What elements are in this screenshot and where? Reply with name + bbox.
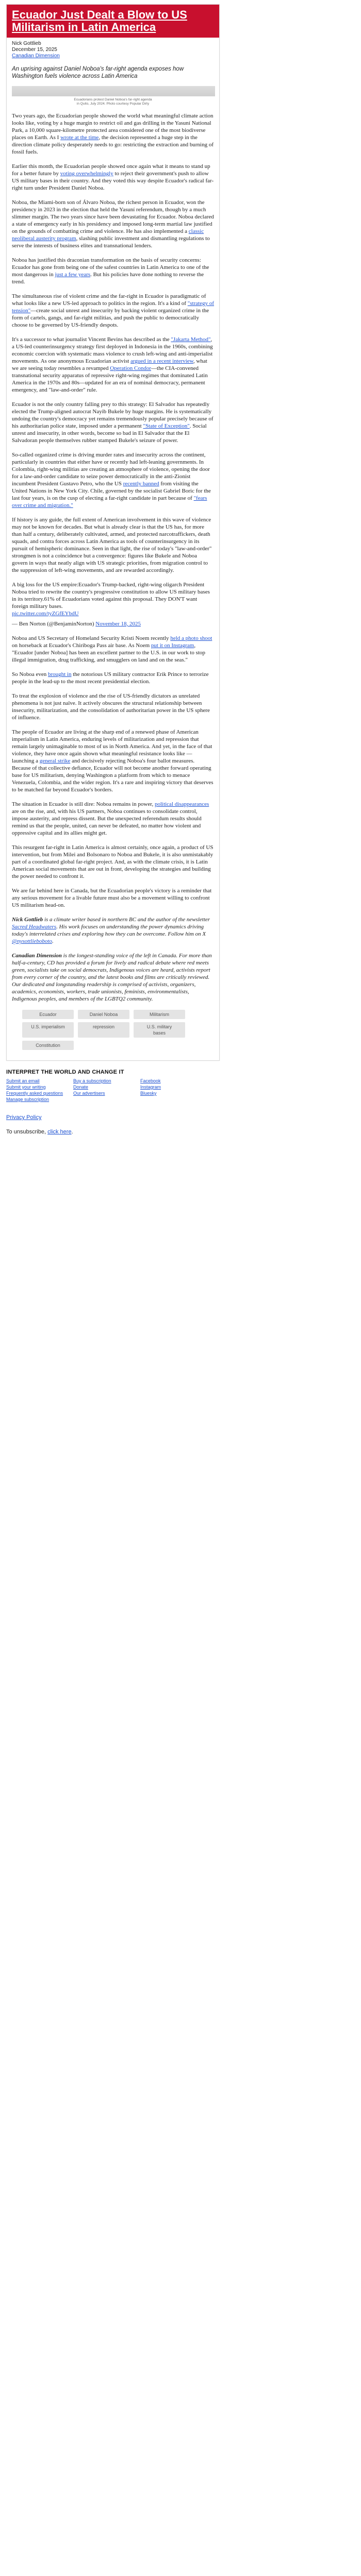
tweet-date-link[interactable]: November 18, 2025 xyxy=(95,621,141,627)
tweet-text: A big loss for the US empire:Ecuador's Trump-backed, right-wing oligarch President Noboa tried to rewrite the country's progressive constitution to allow US military bases in its territory.61% of Ecuadorians voted against this proposal. They DON'T want foreign military bases. xyxy=(12,582,210,609)
inline-link[interactable]: classic neoliberal austerity program xyxy=(12,228,204,242)
paragraph: Noboa has justified this draconian transformation on the basis of security concerns: Ecuador has gone from being one of the safest countries in Latin America to one of the most dangerous in just a few years. But his policies have done nothing to reverse the trend. xyxy=(12,257,209,285)
bio-author-name: Nick Gottlieb xyxy=(12,917,43,923)
footer-link-instagram[interactable]: Instagram xyxy=(140,1084,161,1090)
caption-line-2: in Quito, July 2024. Photo courtesy Popular Dirty xyxy=(76,102,150,106)
paragraph: The simultaneous rise of violent crime and the far-right in Ecuador is paradigmatic of what looks like a new US-led approach to politics in the region. It's a kind of "strategy of tension"—create social unrest and insecurity by backing violent organized crime in the form of cartels, gangs, and far-right militias, and push the public to democratically choose to be governed by US-friendly despots. xyxy=(12,293,215,328)
inline-link[interactable]: political disappearances xyxy=(154,801,209,807)
footer-link-faq[interactable]: Frequently asked questions xyxy=(6,1091,63,1096)
inline-link[interactable]: "State of Exception" xyxy=(143,423,190,429)
footer-link-submit-writing[interactable]: Submit your writing xyxy=(6,1084,46,1090)
article-photo xyxy=(12,86,215,96)
headline[interactable] xyxy=(12,9,214,33)
footer-link-bluesky[interactable]: Bluesky xyxy=(140,1091,157,1096)
publication-bio: Canadian Dimension is the longest-standing voice of the left in Canada. For more than half-a-century, CD has provided a forum for lively and radical debate where red meets green, socialists take on social democrats, Indigenous voices are heard, activists report from every corner of the country, and the latest books and films are critically reviewed. Our dedicated and longstanding readership is comprised of activists, organizers, academics, economists, workers, trade unionists, feminists, environmentalists, Indigenous peoples, and members of the LGBTQ2 community. xyxy=(12,953,212,1002)
paragraph: To treat the explosion of violence and the rise of US-friendly dictators as unrelated phenomena is not just naïve. It actively obscures the structural relationship between insecurity, militarization, and the consolidation of authoritarian power in the US sphere of influence. xyxy=(12,693,210,721)
inline-link[interactable]: held a photo shoot xyxy=(170,635,212,641)
paragraph: Two years ago, the Ecuadorian people showed the world what meaningful climate action looks like, voting by a huge margin to restrict oil and gas drilling in the Yasuní National Park, a 10,000 square-kilometre protected area considered one of the most biodiverse places on Earth. As I wrote at the time, the decision represented a huge step in the direction climate policy desperately needs to go: restricting the extraction and burning of fossil fuels. xyxy=(12,113,214,155)
article-body xyxy=(7,107,219,1003)
inline-link[interactable]: recently banned xyxy=(123,481,159,487)
paragraph: So Noboa even brought in the notorious US military contractor Erik Prince to terrorize people in the lead-up to the most recent presidential election. xyxy=(12,671,209,685)
inline-link[interactable]: argued in a recent interview xyxy=(130,358,193,364)
paragraph: Earlier this month, the Ecuadorian people showed once again what it means to stand up for a better future by voting overwhelmingly to reject their government's push to allow US military bases in their country. And they voted this way despite Ecuador's radical far-right turn under President Daniel Noboa. xyxy=(12,163,214,191)
tweet-signature: — Ben Norton (@BenjaminNorton) xyxy=(12,621,96,627)
tag[interactable]: U.S. imperialism xyxy=(22,1022,74,1038)
footer-link-facebook[interactable]: Facebook xyxy=(140,1078,161,1083)
inline-link[interactable]: just a few years xyxy=(55,272,91,278)
bio-publication-name: Canadian Dimension xyxy=(12,953,62,959)
paragraph: Ecuador is not the only country falling prey to this strategy: El Salvador has repeatedly elected the Trump-aligned autocrat Nayib Bukele by huge margins. He is systematically undoing the country's democracy yet remains tremendously popular precisely because of his authoritarian police state, imposed under a permanent "State of Exception". Social unrest and insecurity, in other words, become so bad in El Salvador that the El Salvadoran people themselves rubber stamped Bukele's seizure of power. xyxy=(12,401,214,444)
paragraph: Noboa, the Miami-born son of Álvaro Noboa, the richest person in Ecuador, won the presidency in 2023 in the election that held the Yasuní referendum, though by a much slimmer margin. The two years since have been devastating for Ecuador. Noboa declared a state of emergency early in his presidency and imposed long-term martial law justified on the grounds of combatting crime and violence. He has also implemented a classic neoliberal austerity program, slashing public investment and dismantling regulations to serve the interests of business elites and transnational lenders. xyxy=(12,199,214,249)
caption-line-1: Ecuadorians protest Daniel Noboa's far-right agenda xyxy=(74,98,152,101)
legal-block xyxy=(6,1114,358,1136)
paragraph: The situation in Ecuador is still dire: Noboa remains in power, political disappearances are on the rise, and, with his US partners, Noboa continues to consolidate control, impose austerity, and repress dissent. But the unexpected referendum results should remind us that the people, united, can never be defeated, no matter how violent and oppressive capital and its allies might get. xyxy=(12,801,209,836)
inline-link[interactable]: voting overwhelmingly xyxy=(60,171,113,177)
tag[interactable]: repression xyxy=(78,1022,129,1038)
inline-link[interactable]: general strike xyxy=(39,758,71,764)
author-name: Nick Gottlieb xyxy=(12,41,41,46)
tag[interactable]: Daniel Noboa xyxy=(78,1010,129,1019)
footer-link-donate[interactable]: Donate xyxy=(73,1084,89,1090)
inline-link[interactable]: "strategy of tension" xyxy=(12,300,215,314)
headline-line2[interactable]: Militarism in Latin America xyxy=(12,21,156,33)
header-bar xyxy=(7,5,219,38)
inline-link[interactable]: wrote at the time xyxy=(60,134,99,141)
embedded-tweet xyxy=(12,581,214,628)
tag[interactable]: Constitution xyxy=(22,1041,74,1050)
tag[interactable]: Ecuador xyxy=(22,1010,74,1019)
newsletter-footer xyxy=(6,1069,220,1103)
article-dek: An uprising against Daniel Noboa's far-right agenda exposes how Washington fuels violence across Latin America xyxy=(12,66,184,79)
email-container xyxy=(0,0,361,1152)
paragraph: So-called organized crime is driving murder rates and insecurity across the continent, particularly in countries that either have or recently had left-leaning governments. In Colombia, right-wing militias are creating an atmosphere of violence, opening the door for a law-and-order candidate to seize power democratically in the anti-Zionist incumbent President Gustavo Petro, who the US recently banned from visiting the United Nations in New York City. Chile, governed by the socialist Gabriel Boric for the last four years, is on the cusp of electing a far-right candidate in part because of "fears over crime and migration." xyxy=(12,452,211,509)
unsubscribe-link[interactable]: click here xyxy=(47,1129,72,1135)
tag[interactable]: U.S. military bases xyxy=(134,1022,185,1038)
publish-date: December 15, 2025 xyxy=(12,47,57,53)
inline-link[interactable]: brought in xyxy=(47,671,72,677)
author-social-link[interactable]: @nysottlieboboto xyxy=(12,938,52,944)
inline-link[interactable]: put it on Instagram xyxy=(151,642,194,649)
footer-link-advertisers[interactable]: Our advertisers xyxy=(73,1091,105,1096)
footer-links xyxy=(6,1078,220,1103)
paragraph: The people of Ecuador are living at the sharp end of a renewed phase of American imperialism in Latin America, enduring levels of militarization and repression that remain largely unimaginable to most of us in North America. And yet, in the face of that violence, they have once again shown what meaningful resistance looks like —launching a general strike and decisively rejecting Noboa's four ballot measures. Because of that collective defiance, Ecuador will not become another forward operating base for US militarism, denying Washington a platform from which to menace Venezuela, Colombia, and the wider region. It's a rare and inspiring victory that deserves to be matched far beyond Ecuador's borders. xyxy=(12,729,214,793)
paragraph: If history is any guide, the full extent of American involvement in this wave of violence may not be known for decades. But what is already clear is that the US has, for more than half a century, deliberately cultivated, armed, and protected narcotraffickers, death squads, and contra forces across Latin America as tools of counterinsurgency in its pursuit of hemispheric dominance. Seen in that light, the rise of today's "law-and-order" strongmen is not a coincidence but a convergence: figures like Bukele and Noboa govern in ways that neatly align with US strategic priorities, from migration control to the suppression of left-wing movements, and are rewarded accordingly. xyxy=(12,517,212,573)
footer-link-manage-subscription[interactable]: Manage subscription xyxy=(6,1097,50,1102)
article-card xyxy=(6,4,220,1061)
photo-block xyxy=(12,86,214,106)
footer-link-submit-email[interactable]: Submit an email xyxy=(6,1078,40,1083)
publication-link[interactable]: Canadian Dimension xyxy=(12,53,60,59)
newsletter-link[interactable]: Sacred Headwaters xyxy=(12,924,57,930)
inline-link[interactable]: Operation Condor xyxy=(110,365,152,371)
headline-line1[interactable]: Ecuador Just Dealt a Blow to US xyxy=(12,8,187,21)
tweet-media-link[interactable]: pic.twitter.com/tyZGfEYbdU xyxy=(12,611,79,617)
paragraph: We are far behind here in Canada, but the Ecuadorian people's victory is a reminder that any serious movement for a livable future must also be a movement willing to confront US militarism head-on. xyxy=(12,888,212,908)
inline-link[interactable]: "fears over crime and migration." xyxy=(12,495,207,509)
inline-link[interactable]: "Jakarta Method" xyxy=(171,336,211,343)
tag-list xyxy=(7,1010,192,1050)
paragraph: This resurgent far-right in Latin America is almost certainly, once again, a product of US intervention, but from Milei and Bolsonaro to Noboa and Bukele, it is also unmistakably part of a coordinated global far-right project. And, as with the climate crisis, it is Latin American social movements that are out in front, developing the strategies and building the power needed to confront it. xyxy=(12,844,214,879)
footer-heading: INTERPRET THE WORLD AND CHANGE IT xyxy=(6,1069,124,1075)
footer-link-subscription[interactable]: Buy a subscription xyxy=(73,1078,111,1083)
privacy-policy-link[interactable]: Privacy Policy xyxy=(6,1114,42,1121)
byline xyxy=(7,38,219,59)
paragraph: Noboa and US Secretary of Homeland Security Kristi Noem recently held a photo shoot on horseback at Ecuador's Chiriboga Pass air base. As Noem put it on Instagram, "Ecuador [under Noboa] has been an excellent partner to the U.S. in our work to stop illegal immigration, drug trafficking, and smugglers on land and on the seas." xyxy=(12,635,212,663)
photo-caption xyxy=(12,98,214,106)
paragraph: It's a successor to what journalist Vincent Bevins has described as the "Jakarta Method", a US-led counterinsurgency strategy first deployed in Indonesia in the 1960s, combining economic coercion with systematic mass violence to crush left-wing and anti-imperialist movements. As one anonymous Ecuadorian activist argued in a recent interview, what we are seeing today resembles a revamped Operation Condor—the CIA-convened transnational security apparatus of repressive right-wing regimes that dominated Latin America in the 1970s and 80s—updated for an era of nominal democracy, permanent emergency, and "law-and-order" rule. xyxy=(12,336,213,393)
author-bio: Nick Gottlieb is a climate writer based in northern BC and the author of the newsletter Sacred Headwaters. His work focuses on understanding the power dynamics driving today's interrelated crises and exploring how they can be overcome. Follow him on X @nysottlieboboto. xyxy=(12,917,210,944)
tag[interactable]: Militarism xyxy=(134,1010,185,1019)
unsubscribe-line: To unsubscribe, click here. xyxy=(6,1129,73,1135)
